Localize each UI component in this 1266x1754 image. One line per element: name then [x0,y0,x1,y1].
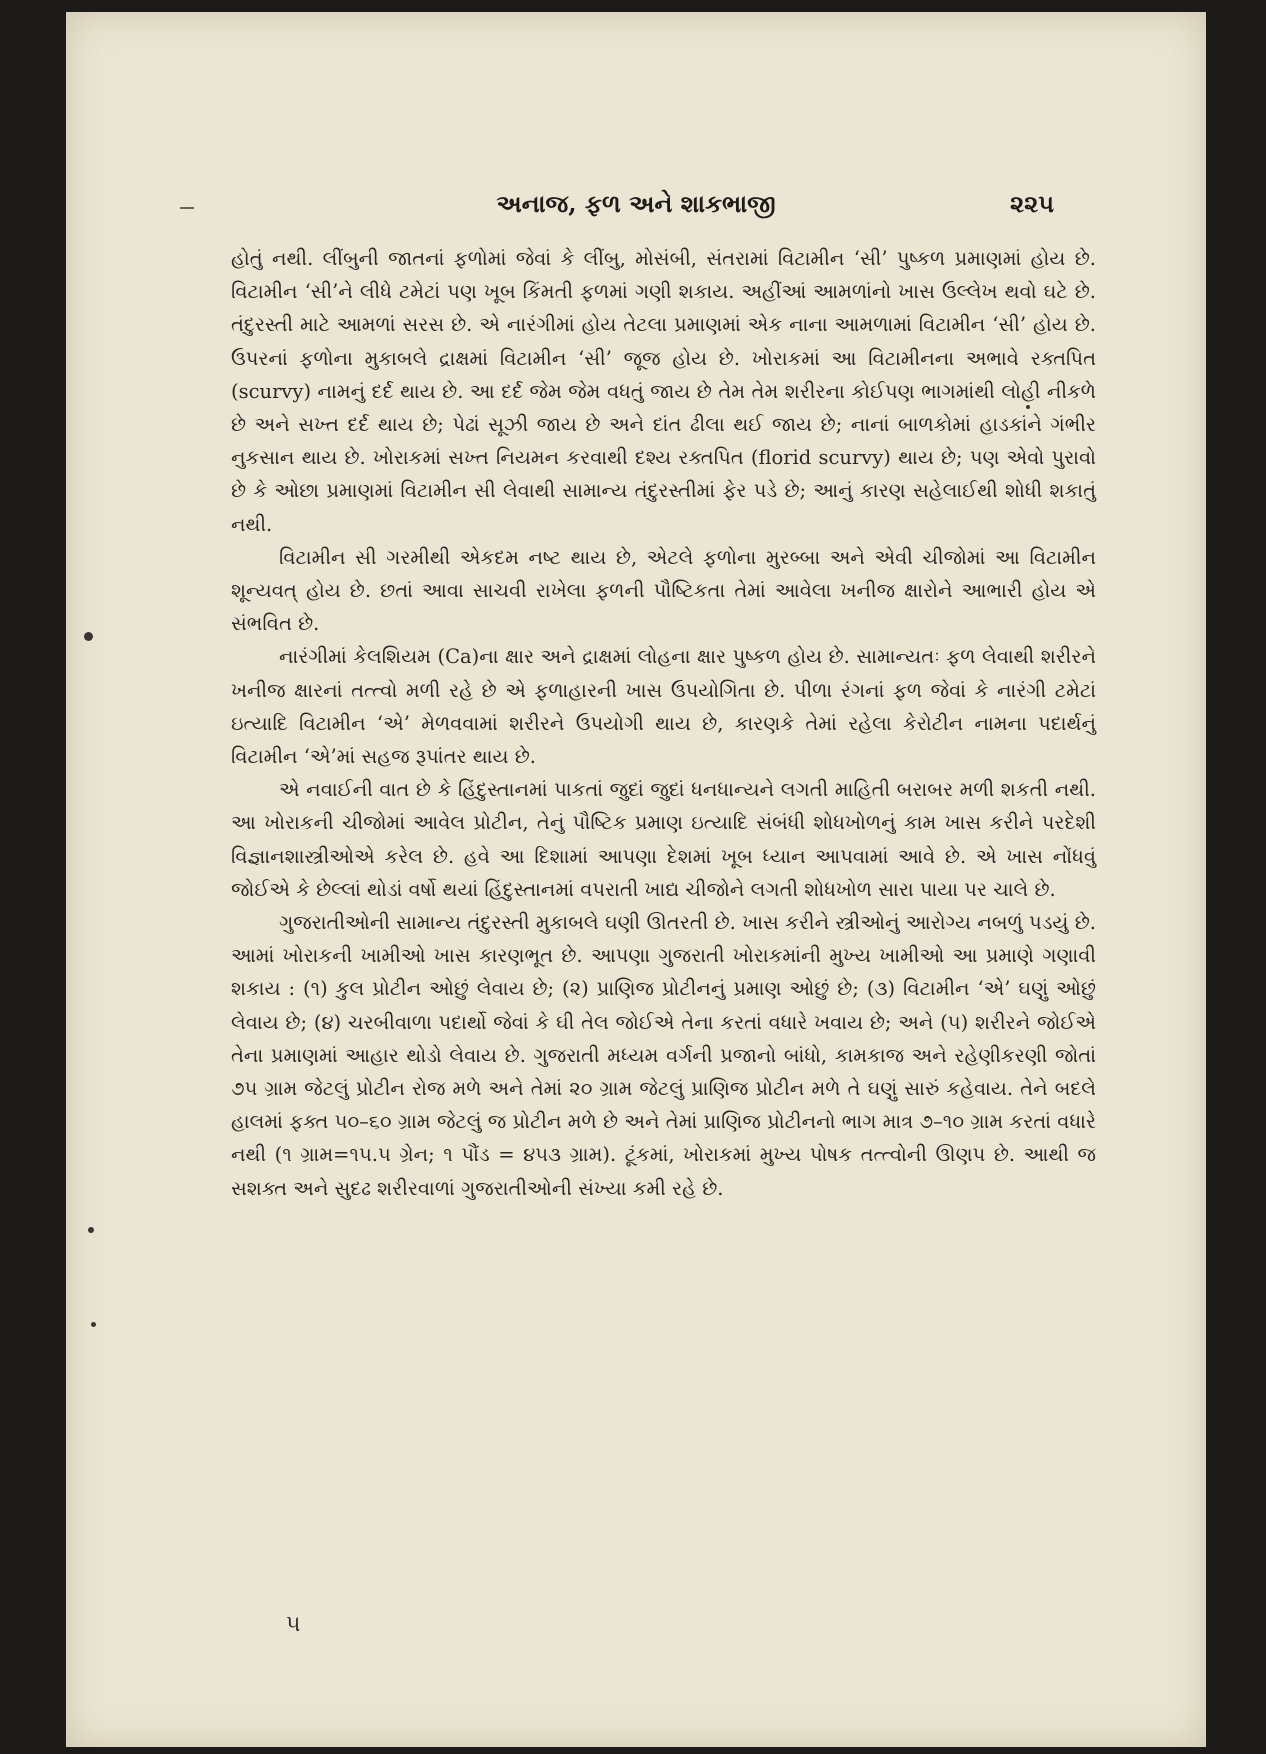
page-header [66,187,1206,227]
running-title: અનાજ, ફળ અને શાકભાજી [496,189,776,218]
scanned-page [66,12,1206,1747]
ink-speck [91,1322,96,1327]
paragraph: વિટામીન સી ગરમીથી એકદમ નષ્ટ થાય છે, એટલે ફળોના મુરબ્બા અને એવી ચીજોમાં આ વિટામીન શૂન્યવત્ હોય છે. છતાં આવા સાચવી રાખેલા ફળની પૌષ્ટિકતા તેમાં આવેલા ખનીજ ક્ષારોને આભારી હોય એ સંભવિત છે. [231,545,1096,636]
paragraph: ગુજરાતીઓની સામાન્ય તંદુરસ્તી મુકાબલે ઘણી ઊતરતી છે. ખાસ કરીને સ્ત્રીઓનું આરોગ્ય નબળું પડયું છે. આમાં ખોરાકની ખામીઓ ખાસ કારણભૂત છે. આપણા ગુજરાતી ખોરાકમાંની મુખ્ય ખામીઓ આ પ્રમાણે ગણાવી શકાય : (૧) કુલ પ્રોટીન ઓછું લેવાય છે; (૨) પ્રાણિજ પ્રોટીનનું પ્રમાણ ઓછું છે; (૩) વિટામીન ‘એ’ ઘણું ઓછું લેવાય છે; (૪) ચરબીવાળા પદાર્થો જેવાં કે ઘી તેલ જોઈએ તેના કરતાં વધારે ખવાય છે; અને (૫) શરીરને જોઈએ તેના પ્રમાણમાં આહાર થોડો લેવાય છે. ગુજરાતી મધ્યમ વર્ગની પ્રજાનો બાંધો, કામકાજ અને રહેણીકરણી જોતાં ૭૫ ગ્રામ જેટલું પ્રોટીન રોજ મળે અને તેમાં ૨૦ ગ્રામ જેટલું પ્રાણિજ પ્રોટીન મળે તે ઘણું સારું કહેવાય. તેને બદલે હાલમાં ફક્ત ૫૦–૬૦ ગ્રામ જેટલું જ પ્રોટીન મળે છે અને તેમાં પ્રાણિજ પ્રોટીનનો ભાગ માત્ર ૭–૧૦ ગ્રામ કરતાં વધારે નથી (૧ ગ્રામ=૧૫.૫ ગ્રેન; ૧ પૌંડ = ૪૫૩ ગ્રામ). ટૂંકમાં, ખોરાકમાં મુખ્ય પોષક તત્ત્વોની ઊણપ છે. આથી જ સશક્ત અને સુદઢ શરીરવાળાં ગુજરાતીઓની સંખ્યા કમી રહે છે. [231,911,1096,1200]
paragraph: હોતું નથી. લીંબુની જાતનાં ફળોમાં જેવાં કે લીંબુ, મોસંબી, સંતરામાં વિટામીન ‘સી’ પુષ્કળ પ્રમાણમાં હોય છે. વિટામીન ‘સી’ને લીધે ટમેટાં પણ ખૂબ કિંમતી ફળમાં ગણી શકાય. અહીંઆં આમળાંનો ખાસ ઉલ્લેખ થવો ઘટે છે. તંદુરસ્તી માટે આમળાં સરસ છે. એ નારંગીમાં હોય તેટલા પ્રમાણમાં એક નાના આમળામાં વિટામીન ‘સી’ હોય છે. ઉપરનાં ફળોના મુકાબલે દ્રાક્ષમાં વિટામીન ‘સી’ જૂજ હોય છે. ખોરાકમાં આ વિટામીનના અભાવે રક્તપિત (scurvy) નામનું દર્દ થાય છે. આ દર્દ જેમ જેમ વધતું જાય છે તેમ તેમ શરીરના કોઈપણ ભાગમાંથી લોહી નીકળે છે અને સખ્ત દર્દ થાય છે; પેઢાં સૂઝી જાય છે અને દાંત ઢીલા થઈ જાય છે; નાનાં બાળકોમાં હાડકાંને ગંભીર નુકસાન થાય છે. ખોરાકમાં સખ્ત નિયમન કરવાથી દશ્ય રક્તપિત (florid scurvy) થાય છે; પણ એવો પુરાવો છે કે ઓછા પ્રમાણમાં વિટામીન સી લેવાથી સામાન્ય તંદુરસ્તીમાં ફેર પડે છે; આનું કારણ સહેલાઈથી શોધી શકાતું નથી. [231,247,1096,536]
page-number: ૨૨૫ [1010,189,1054,218]
paragraph: નારંગીમાં કેલશિયમ (Ca)ના ક્ષાર અને દ્રાક્ષમાં લોહના ક્ષાર પુષ્કળ હોય છે. સામાન્યતઃ ફળ લેવાથી શરીરને ખનીજ ક્ષારનાં તત્ત્વો મળી રહે છે એ ફળાહારની ખાસ ઉપયોગિતા છે. પીળા રંગનાં ફળ જેવાં કે નારંગી ટમેટાં ઇત્યાદિ વિટામીન ‘એ’ મેળવવામાં શરીરને ઉપયોગી થાય છે, કારણકે તેમાં રહેલા કેરોટીન નામના પદાર્થનું વિટામીન ‘એ’માં સહજ રૂપાંતર થાય છે. [231,645,1096,769]
ink-speck [1026,405,1030,409]
ink-speck [88,1227,94,1233]
ink-speck [84,632,93,641]
paragraph: એ નવાઈની વાત છે કે હિંદુસ્તાનમાં પાકતાં જુદાં જુદાં ધનધાન્યને લગતી માહિતી બરાબર મળી શકતી નથી. આ ખોરાકની ચીજોમાં આવેલ પ્રોટીન, તેનું પૌષ્ટિક પ્રમાણ ઇત્યાદિ સંબંધી શોધખોળનું કામ ખાસ કરીને પરદેશી વિજ્ઞાનશાસ્ત્રીઓએ કરેલ છે. હવે આ દિશામાં આપણા દેશમાં ખૂબ ધ્યાન આપવામાં આવે છે. એ ખાસ નોંધવું જોઈએ કે છેલ્લાં થોડાં વર્ષો થયાં હિંદુસ્તાનમાં વપરાતી ખાદ્ય ચીજોને લગતી શોધખોળ સારા પાયા પર ચાલે છે. [231,778,1096,901]
signature-mark: ૫ [286,1612,301,1637]
body-text [231,242,1096,1205]
